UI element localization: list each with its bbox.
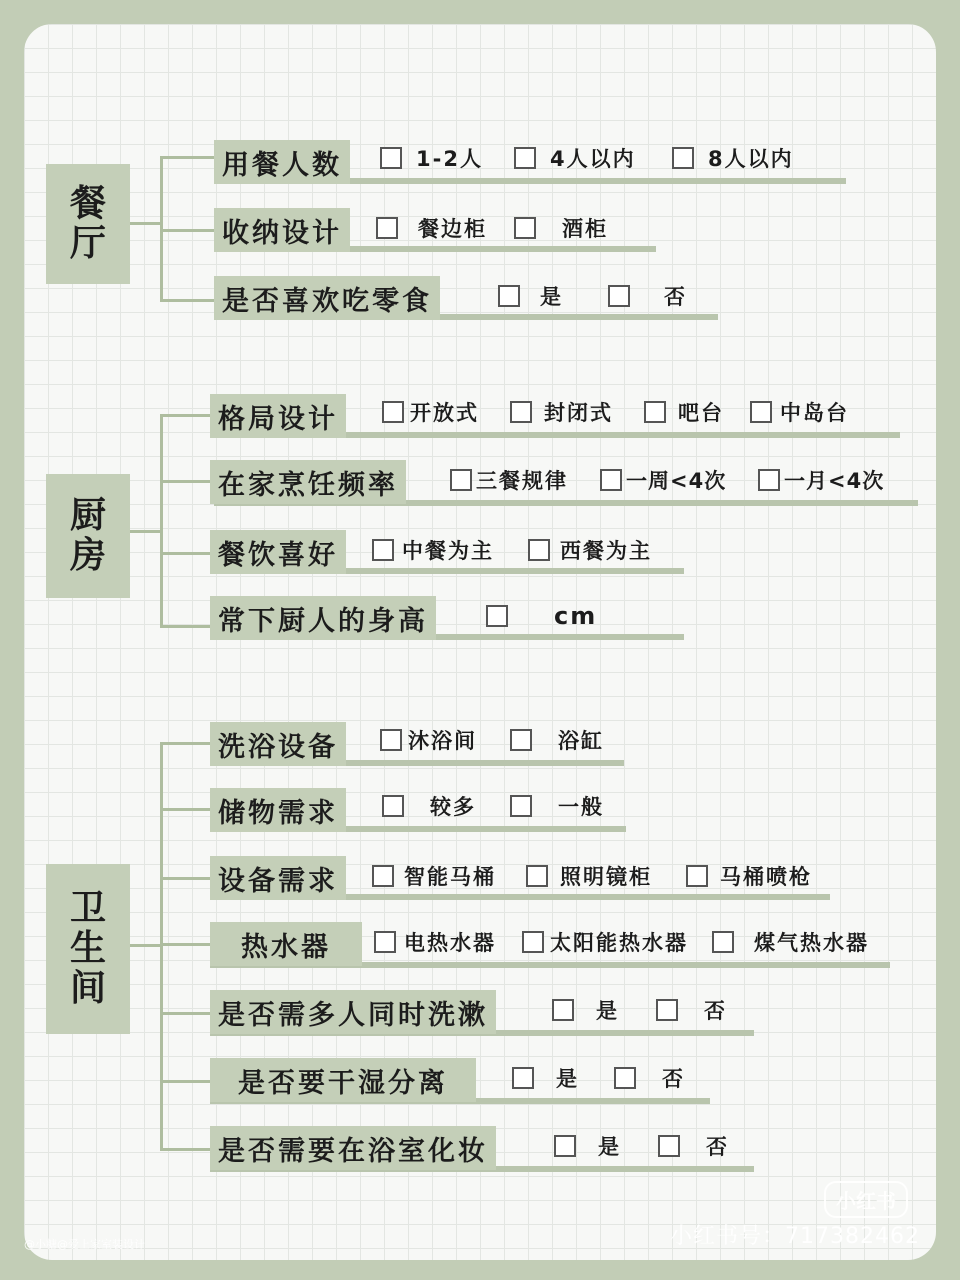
checkbox[interactable]	[554, 1135, 576, 1157]
section-label-dining	[46, 164, 130, 284]
checkbox[interactable]	[522, 931, 544, 953]
connector	[160, 414, 214, 417]
row-label-device-need: 设备需求	[210, 856, 346, 900]
checkbox[interactable]	[750, 401, 772, 423]
connector	[160, 1012, 214, 1015]
option-solar-heater[interactable]: 太阳能热水器	[522, 928, 688, 956]
connector	[160, 1080, 214, 1083]
option-normal[interactable]: 一般	[510, 792, 604, 820]
checkbox[interactable]	[644, 401, 666, 423]
row-label-cook-height: 常下厨人的身高	[210, 596, 436, 640]
connector	[160, 625, 214, 628]
watermark-author: @小糖@爱上家室装设计	[24, 1238, 145, 1251]
checkbox[interactable]	[372, 865, 394, 887]
section-label-bathroom	[46, 864, 130, 1034]
height-input[interactable]: cm	[486, 602, 597, 630]
option-toilet-sprayer[interactable]: 马桶喷枪	[686, 862, 812, 890]
connector	[160, 229, 214, 232]
option-no[interactable]: 否	[658, 1132, 729, 1160]
option-no[interactable]: 否	[656, 996, 727, 1024]
row-label-water-heater: 热水器	[210, 922, 362, 966]
xiaohongshu-logo: 小红书	[824, 1181, 908, 1218]
checkbox[interactable]	[514, 147, 536, 169]
row-label-layout: 格局设计	[210, 394, 346, 438]
connector	[160, 156, 214, 159]
option-open[interactable]: 开放式	[382, 398, 479, 426]
connector	[160, 1148, 214, 1151]
connector	[160, 943, 214, 946]
section-label-text: 卫生间	[69, 888, 106, 1009]
connector	[160, 414, 163, 628]
row-label-cuisine-preference: 餐饮喜好	[210, 530, 346, 574]
option-mirror-cabinet[interactable]: 照明镜柜	[526, 862, 652, 890]
checkbox[interactable]	[526, 865, 548, 887]
row-label-diners: 用餐人数	[214, 140, 350, 184]
watermark-id: 小红书号：717382462	[670, 1224, 920, 1249]
option-yes[interactable]: 是	[552, 996, 619, 1024]
option-sideboard[interactable]: 餐边柜	[376, 214, 487, 242]
connector	[160, 877, 214, 880]
row-label-makeup-in-bathroom: 是否需要在浴室化妆	[210, 1126, 496, 1170]
checkbox[interactable]	[514, 217, 536, 239]
option-bar[interactable]: 吧台	[644, 398, 724, 426]
option-no[interactable]: 否	[608, 282, 687, 310]
connector	[160, 808, 214, 811]
option-closed[interactable]: 封闭式	[510, 398, 613, 426]
checkbox[interactable]	[552, 999, 574, 1021]
option-more[interactable]: 较多	[382, 792, 476, 820]
option-wine-cabinet[interactable]: 酒柜	[514, 214, 608, 242]
checkbox[interactable]	[614, 1067, 636, 1089]
checkbox[interactable]	[372, 539, 394, 561]
checkbox[interactable]	[656, 999, 678, 1021]
section-label-kitchen	[46, 474, 130, 598]
option-yes[interactable]: 是	[498, 282, 563, 310]
checkbox[interactable]	[510, 401, 532, 423]
option-island[interactable]: 中岛台	[750, 398, 849, 426]
connector	[130, 530, 160, 533]
checkbox[interactable]	[686, 865, 708, 887]
option-shower-room[interactable]: 沐浴间	[380, 726, 477, 754]
checkbox[interactable]	[600, 469, 622, 491]
connector	[160, 299, 214, 302]
section-label-text: 餐厅	[69, 183, 106, 264]
checkbox[interactable]	[510, 729, 532, 751]
row-label-multi-user-wash: 是否需多人同时洗漱	[210, 990, 496, 1034]
row-label-snacks: 是否喜欢吃零食	[214, 276, 440, 320]
option-no[interactable]: 否	[614, 1064, 685, 1092]
connector	[160, 742, 163, 1150]
option-within-8[interactable]: 8人以内	[672, 144, 794, 172]
checkbox[interactable]	[658, 1135, 680, 1157]
connector	[160, 742, 214, 745]
checkbox[interactable]	[380, 729, 402, 751]
option-1-2-people[interactable]: 1-2人	[380, 144, 483, 172]
checkbox[interactable]	[382, 795, 404, 817]
option-yes[interactable]: 是	[554, 1132, 621, 1160]
checkbox[interactable]	[376, 217, 398, 239]
connector	[160, 552, 214, 555]
option-bathtub[interactable]: 浴缸	[510, 726, 604, 754]
option-chinese[interactable]: 中餐为主	[372, 536, 494, 564]
row-label-cooking-frequency: 在家烹饪频率	[210, 460, 406, 504]
checkbox[interactable]	[374, 931, 396, 953]
option-weekly-under-4[interactable]: 一周<4次	[600, 466, 726, 494]
option-western[interactable]: 西餐为主	[528, 536, 652, 564]
connector	[160, 480, 214, 483]
option-three-meals[interactable]: 三餐规律	[450, 466, 568, 494]
checkbox[interactable]	[498, 285, 520, 307]
row-label-storage-need: 储物需求	[210, 788, 346, 832]
option-gas-heater[interactable]: 煤气热水器	[712, 928, 869, 956]
option-monthly-under-4[interactable]: 一月<4次	[758, 466, 884, 494]
checkbox[interactable]	[380, 147, 402, 169]
checkbox[interactable]	[382, 401, 404, 423]
row-label-bath-equipment: 洗浴设备	[210, 722, 346, 766]
checkbox[interactable]	[712, 931, 734, 953]
row-label-wet-dry-separation: 是否要干湿分离	[210, 1058, 476, 1102]
checkbox[interactable]	[512, 1067, 534, 1089]
checkbox[interactable]	[450, 469, 472, 491]
connector	[130, 944, 160, 947]
option-smart-toilet[interactable]: 智能马桶	[372, 862, 496, 890]
row-label-storage-design: 收纳设计	[214, 208, 350, 252]
checkbox[interactable]	[486, 605, 508, 627]
section-label-text: 厨房	[69, 495, 106, 576]
checkbox[interactable]	[528, 539, 550, 561]
checkbox[interactable]	[510, 795, 532, 817]
option-within-4[interactable]: 4人以内	[514, 144, 636, 172]
connector	[130, 222, 160, 225]
option-electric-heater[interactable]: 电热水器	[374, 928, 496, 956]
checkbox[interactable]	[672, 147, 694, 169]
checkbox[interactable]	[608, 285, 630, 307]
option-yes[interactable]: 是	[512, 1064, 579, 1092]
checkbox[interactable]	[758, 469, 780, 491]
